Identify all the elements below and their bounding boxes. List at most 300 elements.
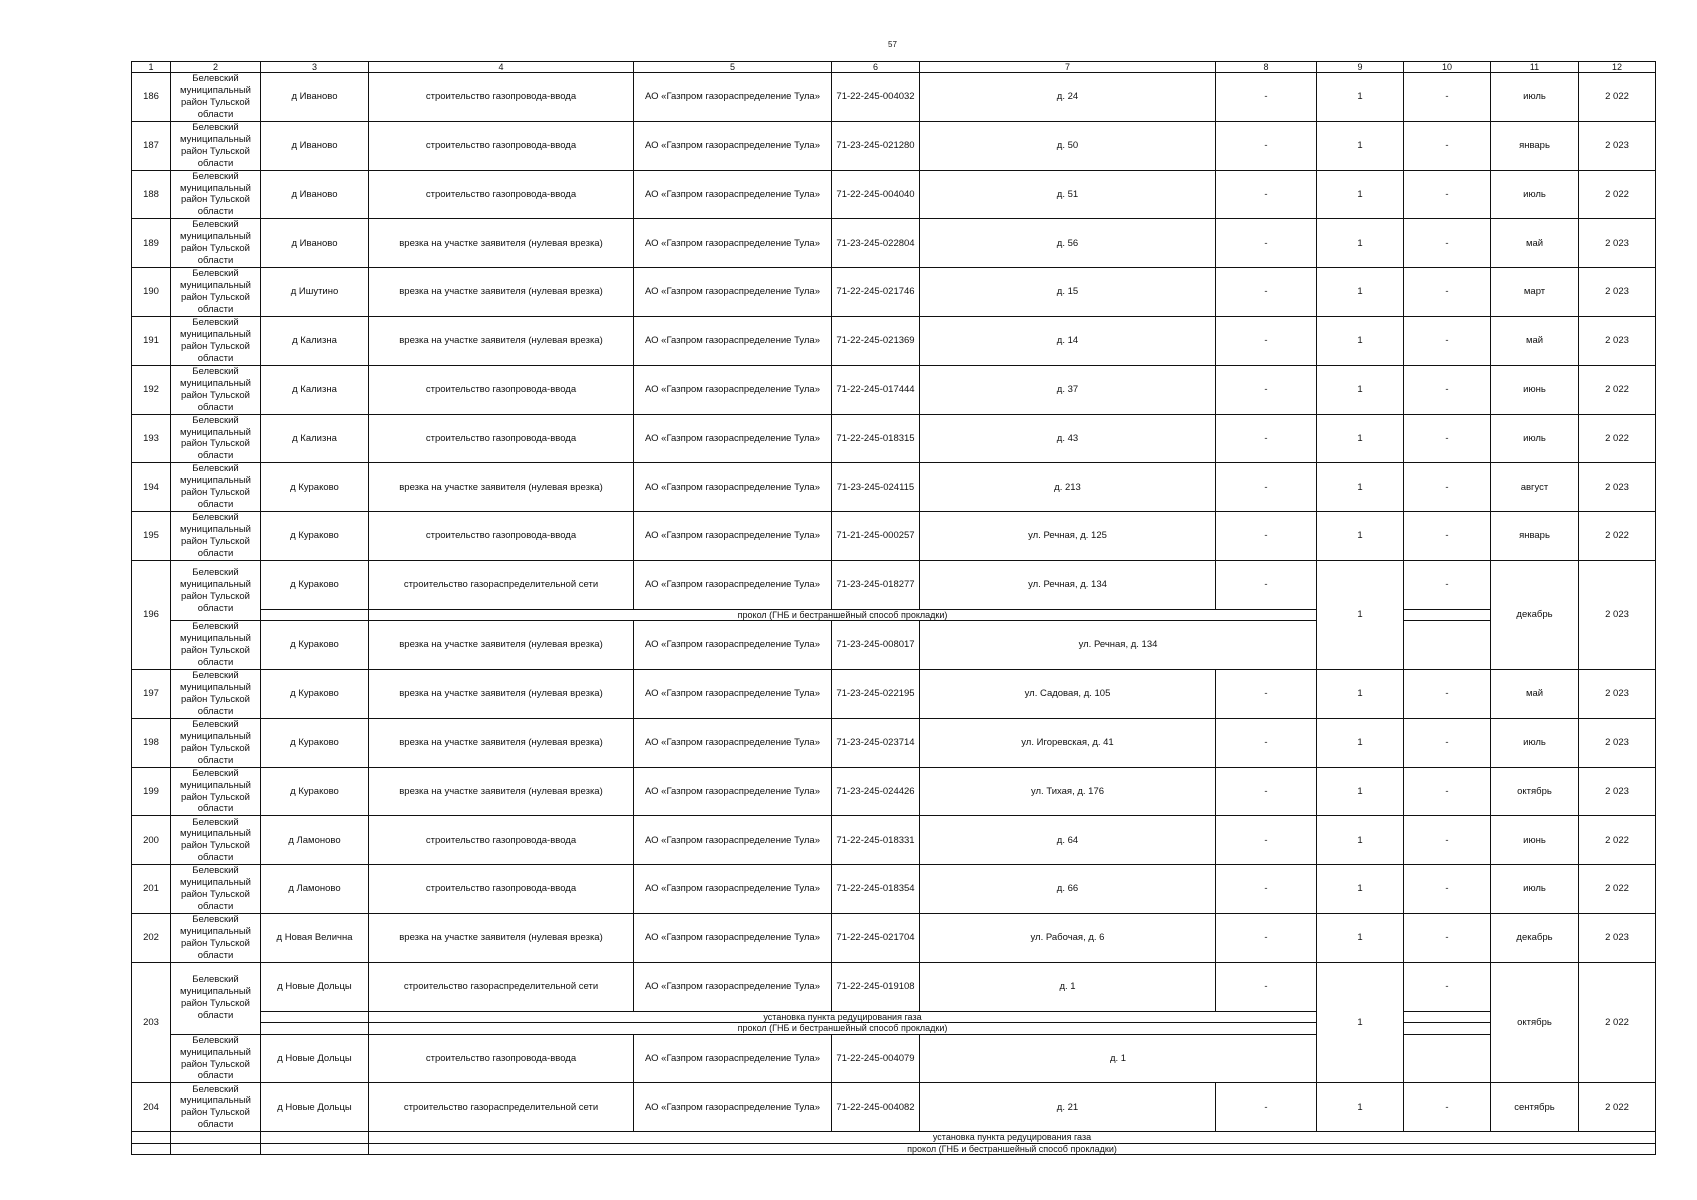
row-number: 196	[132, 560, 171, 669]
month-cell: май	[1491, 219, 1579, 268]
settlement-cell: д Кураково	[261, 767, 369, 816]
settlement-cell: д Новые Дольцы	[261, 1083, 369, 1132]
column-9-cell: 1	[1317, 865, 1404, 914]
column-9-cell: 1	[1317, 560, 1404, 669]
column-header: 11	[1491, 62, 1579, 73]
column-9-cell: 1	[1317, 121, 1404, 170]
address-cell: ул. Игоревская, д. 41	[920, 718, 1216, 767]
work-type-cell: врезка на участке заявителя (нулевая врезка)	[369, 316, 634, 365]
settlement-cell: д Кураково	[261, 718, 369, 767]
row-number: 203	[132, 962, 171, 1083]
row-number: 191	[132, 316, 171, 365]
application-code-cell: 71-23-245-021280	[832, 121, 920, 170]
table-row	[132, 670, 1656, 719]
column-header: 12	[1579, 62, 1656, 73]
settlement-cell: д Кураково	[261, 621, 369, 670]
column-header: 4	[369, 62, 634, 73]
month-cell: май	[1491, 316, 1579, 365]
work-type-cell: врезка на участке заявителя (нулевая врезка)	[369, 219, 634, 268]
note-blank-cell	[171, 1132, 261, 1144]
month-cell: август	[1491, 463, 1579, 512]
column-10-cell: -	[1404, 560, 1491, 609]
column-10-cell: -	[1404, 865, 1491, 914]
district-cell: Белевский муниципальный район Тульской области	[171, 463, 261, 512]
work-type-cell: строительство газопровода-ввода	[369, 512, 634, 561]
column-8-cell: -	[1216, 268, 1317, 317]
column-number-header	[132, 62, 1656, 73]
address-cell: д. 64	[920, 816, 1216, 865]
year-cell: 2 023	[1579, 268, 1656, 317]
row-number: 198	[132, 718, 171, 767]
column-10-cell: -	[1404, 816, 1491, 865]
district-cell: Белевский муниципальный район Тульской области	[171, 512, 261, 561]
year-cell: 2 023	[1579, 560, 1656, 669]
column-8-cell: -	[1216, 1083, 1317, 1132]
row-number: 190	[132, 268, 171, 317]
district-cell: Белевский муниципальный район Тульской области	[171, 219, 261, 268]
column-10-cell: -	[1404, 463, 1491, 512]
row-number: 204	[132, 1083, 171, 1132]
organization-cell: АО «Газпром газораспределение Тула»	[634, 816, 832, 865]
organization-cell: АО «Газпром газораспределение Тула»	[634, 268, 832, 317]
note-blank-cell	[1404, 1023, 1491, 1035]
year-cell: 2 022	[1579, 512, 1656, 561]
address-cell: д. 37	[920, 365, 1216, 414]
address-cell: д. 1	[920, 962, 1216, 1011]
application-code-cell: 71-23-245-024115	[832, 463, 920, 512]
work-type-cell: врезка на участке заявителя (нулевая врезка)	[369, 767, 634, 816]
column-9-cell: 1	[1317, 1083, 1404, 1132]
settlement-cell: д Ишутино	[261, 268, 369, 317]
organization-cell: АО «Газпром газораспределение Тула»	[634, 560, 832, 609]
organization-cell: АО «Газпром газораспределение Тула»	[634, 219, 832, 268]
column-10-cell: -	[1404, 914, 1491, 963]
note-blank-cell	[261, 1132, 369, 1144]
application-code-cell: 71-22-245-021369	[832, 316, 920, 365]
address-cell: д. 56	[920, 219, 1216, 268]
application-code-cell: 71-23-245-023714	[832, 718, 920, 767]
column-9-cell: 1	[1317, 414, 1404, 463]
column-8-cell: -	[1216, 670, 1317, 719]
address-cell: д. 213	[920, 463, 1216, 512]
address-cell: д. 21	[920, 1083, 1216, 1132]
column-8-cell: -	[1216, 512, 1317, 561]
district-cell: Белевский муниципальный район Тульской области	[171, 816, 261, 865]
address-cell: д. 50	[920, 121, 1216, 170]
row-number: 201	[132, 865, 171, 914]
application-code-cell: 71-23-245-018277	[832, 560, 920, 609]
month-cell: май	[1491, 670, 1579, 719]
application-code-cell: 71-22-245-017444	[832, 365, 920, 414]
organization-cell: АО «Газпром газораспределение Тула»	[634, 414, 832, 463]
month-cell: июль	[1491, 73, 1579, 122]
settlement-cell: д Кураково	[261, 560, 369, 609]
month-cell: июнь	[1491, 365, 1579, 414]
column-8-cell: -	[1216, 718, 1317, 767]
district-cell: Белевский муниципальный район Тульской области	[171, 73, 261, 122]
note-cell: прокол (ГНБ и бестраншейный способ прокладки)	[369, 609, 1317, 621]
table-row	[132, 1034, 1656, 1083]
work-type-cell: врезка на участке заявителя (нулевая врезка)	[369, 621, 634, 670]
table-row	[132, 865, 1656, 914]
note-blank-cell	[132, 1132, 171, 1144]
application-code-cell: 71-22-245-018331	[832, 816, 920, 865]
district-cell: Белевский муниципальный район Тульской области	[171, 170, 261, 219]
table-row	[132, 463, 1656, 512]
address-cell: д. 1	[920, 1034, 1317, 1083]
application-code-cell: 71-23-245-022195	[832, 670, 920, 719]
year-cell: 2 022	[1579, 816, 1656, 865]
column-9-cell: 1	[1317, 718, 1404, 767]
settlement-cell: д Новые Дольцы	[261, 1034, 369, 1083]
address-cell: д. 66	[920, 865, 1216, 914]
column-10-cell: -	[1404, 316, 1491, 365]
column-10-cell: -	[1404, 121, 1491, 170]
column-8-cell: -	[1216, 865, 1317, 914]
month-cell: октябрь	[1491, 962, 1579, 1083]
year-cell: 2 023	[1579, 718, 1656, 767]
organization-cell: АО «Газпром газораспределение Тула»	[634, 170, 832, 219]
address-cell: ул. Речная, д. 134	[920, 621, 1317, 670]
month-cell: декабрь	[1491, 914, 1579, 963]
district-cell: Белевский муниципальный район Тульской области	[171, 865, 261, 914]
note-row	[132, 1023, 1656, 1035]
row-number: 197	[132, 670, 171, 719]
month-cell: июль	[1491, 865, 1579, 914]
settlement-cell: д Иваново	[261, 219, 369, 268]
application-code-cell: 71-22-245-018315	[832, 414, 920, 463]
district-cell: Белевский муниципальный район Тульской области	[171, 414, 261, 463]
table-row	[132, 316, 1656, 365]
address-cell: ул. Речная, д. 125	[920, 512, 1216, 561]
year-cell: 2 022	[1579, 73, 1656, 122]
settlement-cell: д Иваново	[261, 73, 369, 122]
table-row	[132, 414, 1656, 463]
settlement-cell: д Кураково	[261, 512, 369, 561]
column-10-cell: -	[1404, 767, 1491, 816]
column-header: 9	[1317, 62, 1404, 73]
column-10-cell: -	[1404, 73, 1491, 122]
month-cell: декабрь	[1491, 560, 1579, 669]
year-cell: 2 022	[1579, 1083, 1656, 1132]
column-9-cell: 1	[1317, 219, 1404, 268]
column-8-cell: -	[1216, 316, 1317, 365]
note-cell: установка пункта редуцирования газа	[369, 1132, 1656, 1144]
column-header: 5	[634, 62, 832, 73]
work-type-cell: строительство газораспределительной сети	[369, 1083, 634, 1132]
table-row	[132, 365, 1656, 414]
table-row	[132, 170, 1656, 219]
column-9-cell: 1	[1317, 816, 1404, 865]
district-cell: Белевский муниципальный район Тульской области	[171, 1083, 261, 1132]
column-9-cell: 1	[1317, 670, 1404, 719]
application-code-cell: 71-22-245-004040	[832, 170, 920, 219]
settlement-cell: д Кураково	[261, 463, 369, 512]
settlement-cell: д Кализна	[261, 414, 369, 463]
year-cell: 2 023	[1579, 670, 1656, 719]
application-code-cell: 71-21-245-000257	[832, 512, 920, 561]
address-cell: д. 15	[920, 268, 1216, 317]
column-9-cell: 1	[1317, 170, 1404, 219]
application-code-cell: 71-22-245-021746	[832, 268, 920, 317]
table-row	[132, 219, 1656, 268]
row-number: 199	[132, 767, 171, 816]
month-cell: март	[1491, 268, 1579, 317]
table-row	[132, 718, 1656, 767]
address-cell: ул. Рабочая, д. 6	[920, 914, 1216, 963]
organization-cell: АО «Газпром газораспределение Тула»	[634, 73, 832, 122]
column-8-cell: -	[1216, 962, 1317, 1011]
district-cell: Белевский муниципальный район Тульской области	[171, 268, 261, 317]
column-header: 8	[1216, 62, 1317, 73]
application-code-cell: 71-23-245-024426	[832, 767, 920, 816]
column-8-cell: -	[1216, 73, 1317, 122]
row-number: 200	[132, 816, 171, 865]
settlement-cell: д Новые Дольцы	[261, 962, 369, 1011]
note-row	[132, 609, 1656, 621]
address-cell: ул. Речная, д. 134	[920, 560, 1216, 609]
address-cell: ул. Тихая, д. 176	[920, 767, 1216, 816]
settlement-cell: д Кализна	[261, 365, 369, 414]
note-blank-cell	[261, 609, 369, 621]
column-9-cell: 1	[1317, 767, 1404, 816]
district-cell: Белевский муниципальный район Тульской области	[171, 718, 261, 767]
note-blank-cell	[261, 1143, 369, 1155]
register-table	[131, 61, 1656, 1155]
table-row	[132, 512, 1656, 561]
month-cell: июль	[1491, 718, 1579, 767]
year-cell: 2 023	[1579, 316, 1656, 365]
table-row	[132, 621, 1656, 670]
work-type-cell: врезка на участке заявителя (нулевая врезка)	[369, 268, 634, 317]
organization-cell: АО «Газпром газораспределение Тула»	[634, 316, 832, 365]
column-8-cell: -	[1216, 560, 1317, 609]
organization-cell: АО «Газпром газораспределение Тула»	[634, 365, 832, 414]
address-cell: д. 14	[920, 316, 1216, 365]
organization-cell: АО «Газпром газораспределение Тула»	[634, 718, 832, 767]
column-header: 1	[132, 62, 171, 73]
column-10-cell: -	[1404, 718, 1491, 767]
column-10-cell: -	[1404, 365, 1491, 414]
address-cell: д. 24	[920, 73, 1216, 122]
note-row	[132, 1011, 1656, 1023]
note-blank-cell	[261, 1023, 369, 1035]
year-cell: 2 022	[1579, 962, 1656, 1083]
work-type-cell: врезка на участке заявителя (нулевая врезка)	[369, 463, 634, 512]
work-type-cell: врезка на участке заявителя (нулевая врезка)	[369, 718, 634, 767]
table-row	[132, 962, 1656, 1011]
column-10-cell: -	[1404, 414, 1491, 463]
month-cell: октябрь	[1491, 767, 1579, 816]
column-10-cell: -	[1404, 268, 1491, 317]
note-cell: прокол (ГНБ и бестраншейный способ прокладки)	[369, 1023, 1317, 1035]
district-cell: Белевский муниципальный район Тульской области	[171, 316, 261, 365]
column-9-cell: 1	[1317, 73, 1404, 122]
column-10-cell: -	[1404, 670, 1491, 719]
table-row	[132, 560, 1656, 609]
year-cell: 2 023	[1579, 767, 1656, 816]
table-row	[132, 816, 1656, 865]
row-number: 192	[132, 365, 171, 414]
note-blank-cell	[261, 1011, 369, 1023]
table-row	[132, 73, 1656, 122]
column-8-cell: -	[1216, 121, 1317, 170]
month-cell: июль	[1491, 414, 1579, 463]
column-9-cell: 1	[1317, 463, 1404, 512]
organization-cell: АО «Газпром газораспределение Тула»	[634, 670, 832, 719]
year-cell: 2 023	[1579, 914, 1656, 963]
row-number: 195	[132, 512, 171, 561]
column-9-cell: 1	[1317, 914, 1404, 963]
organization-cell: АО «Газпром газораспределение Тула»	[634, 767, 832, 816]
column-9-cell: 1	[1317, 962, 1404, 1083]
month-cell: июль	[1491, 170, 1579, 219]
column-8-cell: -	[1216, 816, 1317, 865]
note-blank-cell	[1404, 609, 1491, 621]
address-cell: ул. Садовая, д. 105	[920, 670, 1216, 719]
district-cell: Белевский муниципальный район Тульской области	[171, 560, 261, 620]
work-type-cell: строительство газопровода-ввода	[369, 816, 634, 865]
application-code-cell: 71-22-245-021704	[832, 914, 920, 963]
table-row	[132, 767, 1656, 816]
month-cell: январь	[1491, 121, 1579, 170]
table-row	[132, 268, 1656, 317]
row-number: 202	[132, 914, 171, 963]
settlement-cell: д Кализна	[261, 316, 369, 365]
month-cell: сентябрь	[1491, 1083, 1579, 1132]
organization-cell: АО «Газпром газораспределение Тула»	[634, 512, 832, 561]
year-cell: 2 022	[1579, 365, 1656, 414]
settlement-cell: д Иваново	[261, 121, 369, 170]
work-type-cell: строительство газопровода-ввода	[369, 73, 634, 122]
page-number: 57	[888, 40, 897, 49]
organization-cell: АО «Газпром газораспределение Тула»	[634, 914, 832, 963]
note-cell: прокол (ГНБ и бестраншейный способ прокладки)	[369, 1143, 1656, 1155]
column-header: 6	[832, 62, 920, 73]
column-10-cell	[1404, 621, 1491, 670]
district-cell: Белевский муниципальный район Тульской области	[171, 914, 261, 963]
row-number: 194	[132, 463, 171, 512]
note-blank-cell	[171, 1143, 261, 1155]
row-number: 188	[132, 170, 171, 219]
district-cell: Белевский муниципальный район Тульской области	[171, 121, 261, 170]
application-code-cell: 71-22-245-004079	[832, 1034, 920, 1083]
work-type-cell: врезка на участке заявителя (нулевая врезка)	[369, 670, 634, 719]
year-cell: 2 022	[1579, 170, 1656, 219]
column-10-cell: -	[1404, 1083, 1491, 1132]
organization-cell: АО «Газпром газораспределение Тула»	[634, 463, 832, 512]
settlement-cell: д Иваново	[261, 170, 369, 219]
column-10-cell	[1404, 1034, 1491, 1083]
work-type-cell: строительство газопровода-ввода	[369, 170, 634, 219]
column-9-cell: 1	[1317, 365, 1404, 414]
column-8-cell: -	[1216, 767, 1317, 816]
column-header: 3	[261, 62, 369, 73]
year-cell: 2 022	[1579, 865, 1656, 914]
note-row	[132, 1132, 1656, 1144]
column-10-cell: -	[1404, 512, 1491, 561]
column-8-cell: -	[1216, 365, 1317, 414]
year-cell: 2 023	[1579, 219, 1656, 268]
column-header: 10	[1404, 62, 1491, 73]
work-type-cell: строительство газораспределительной сети	[369, 962, 634, 1011]
district-cell: Белевский муниципальный район Тульской области	[171, 962, 261, 1034]
organization-cell: АО «Газпром газораспределение Тула»	[634, 121, 832, 170]
settlement-cell: д Ламоново	[261, 816, 369, 865]
address-cell: д. 51	[920, 170, 1216, 219]
settlement-cell: д Кураково	[261, 670, 369, 719]
column-9-cell: 1	[1317, 268, 1404, 317]
year-cell: 2 023	[1579, 121, 1656, 170]
work-type-cell: строительство газопровода-ввода	[369, 1034, 634, 1083]
application-code-cell: 71-22-245-018354	[832, 865, 920, 914]
column-10-cell: -	[1404, 170, 1491, 219]
column-10-cell: -	[1404, 962, 1491, 1011]
application-code-cell: 71-23-245-022804	[832, 219, 920, 268]
application-code-cell: 71-22-245-004082	[832, 1083, 920, 1132]
work-type-cell: строительство газораспределительной сети	[369, 560, 634, 609]
month-cell: июнь	[1491, 816, 1579, 865]
application-code-cell: 71-22-245-019108	[832, 962, 920, 1011]
column-8-cell: -	[1216, 170, 1317, 219]
row-number: 186	[132, 73, 171, 122]
row-number: 189	[132, 219, 171, 268]
month-cell: январь	[1491, 512, 1579, 561]
organization-cell: АО «Газпром газораспределение Тула»	[634, 865, 832, 914]
note-blank-cell	[132, 1143, 171, 1155]
column-8-cell: -	[1216, 219, 1317, 268]
organization-cell: АО «Газпром газораспределение Тула»	[634, 1083, 832, 1132]
year-cell: 2 023	[1579, 463, 1656, 512]
column-8-cell: -	[1216, 463, 1317, 512]
organization-cell: АО «Газпром газораспределение Тула»	[634, 621, 832, 670]
district-cell: Белевский муниципальный район Тульской области	[171, 767, 261, 816]
note-blank-cell	[1404, 1011, 1491, 1023]
row-number: 193	[132, 414, 171, 463]
district-cell: Белевский муниципальный район Тульской области	[171, 621, 261, 670]
year-cell: 2 022	[1579, 414, 1656, 463]
note-row	[132, 1143, 1656, 1155]
work-type-cell: врезка на участке заявителя (нулевая врезка)	[369, 914, 634, 963]
table-row	[132, 121, 1656, 170]
address-cell: д. 43	[920, 414, 1216, 463]
column-8-cell: -	[1216, 414, 1317, 463]
application-code-cell: 71-22-245-004032	[832, 73, 920, 122]
column-9-cell: 1	[1317, 316, 1404, 365]
organization-cell: АО «Газпром газораспределение Тула»	[634, 962, 832, 1011]
district-cell: Белевский муниципальный район Тульской области	[171, 365, 261, 414]
column-header: 7	[920, 62, 1216, 73]
application-code-cell: 71-23-245-008017	[832, 621, 920, 670]
table-row	[132, 1083, 1656, 1132]
settlement-cell: д Ламоново	[261, 865, 369, 914]
column-9-cell: 1	[1317, 512, 1404, 561]
row-number: 187	[132, 121, 171, 170]
work-type-cell: строительство газопровода-ввода	[369, 365, 634, 414]
column-8-cell: -	[1216, 914, 1317, 963]
table-row	[132, 914, 1656, 963]
district-cell: Белевский муниципальный район Тульской области	[171, 1034, 261, 1083]
note-cell: установка пункта редуцирования газа	[369, 1011, 1317, 1023]
column-10-cell: -	[1404, 219, 1491, 268]
work-type-cell: строительство газопровода-ввода	[369, 121, 634, 170]
district-cell: Белевский муниципальный район Тульской области	[171, 670, 261, 719]
settlement-cell: д Новая Велична	[261, 914, 369, 963]
work-type-cell: строительство газопровода-ввода	[369, 865, 634, 914]
work-type-cell: строительство газопровода-ввода	[369, 414, 634, 463]
organization-cell: АО «Газпром газораспределение Тула»	[634, 1034, 832, 1083]
column-header: 2	[171, 62, 261, 73]
